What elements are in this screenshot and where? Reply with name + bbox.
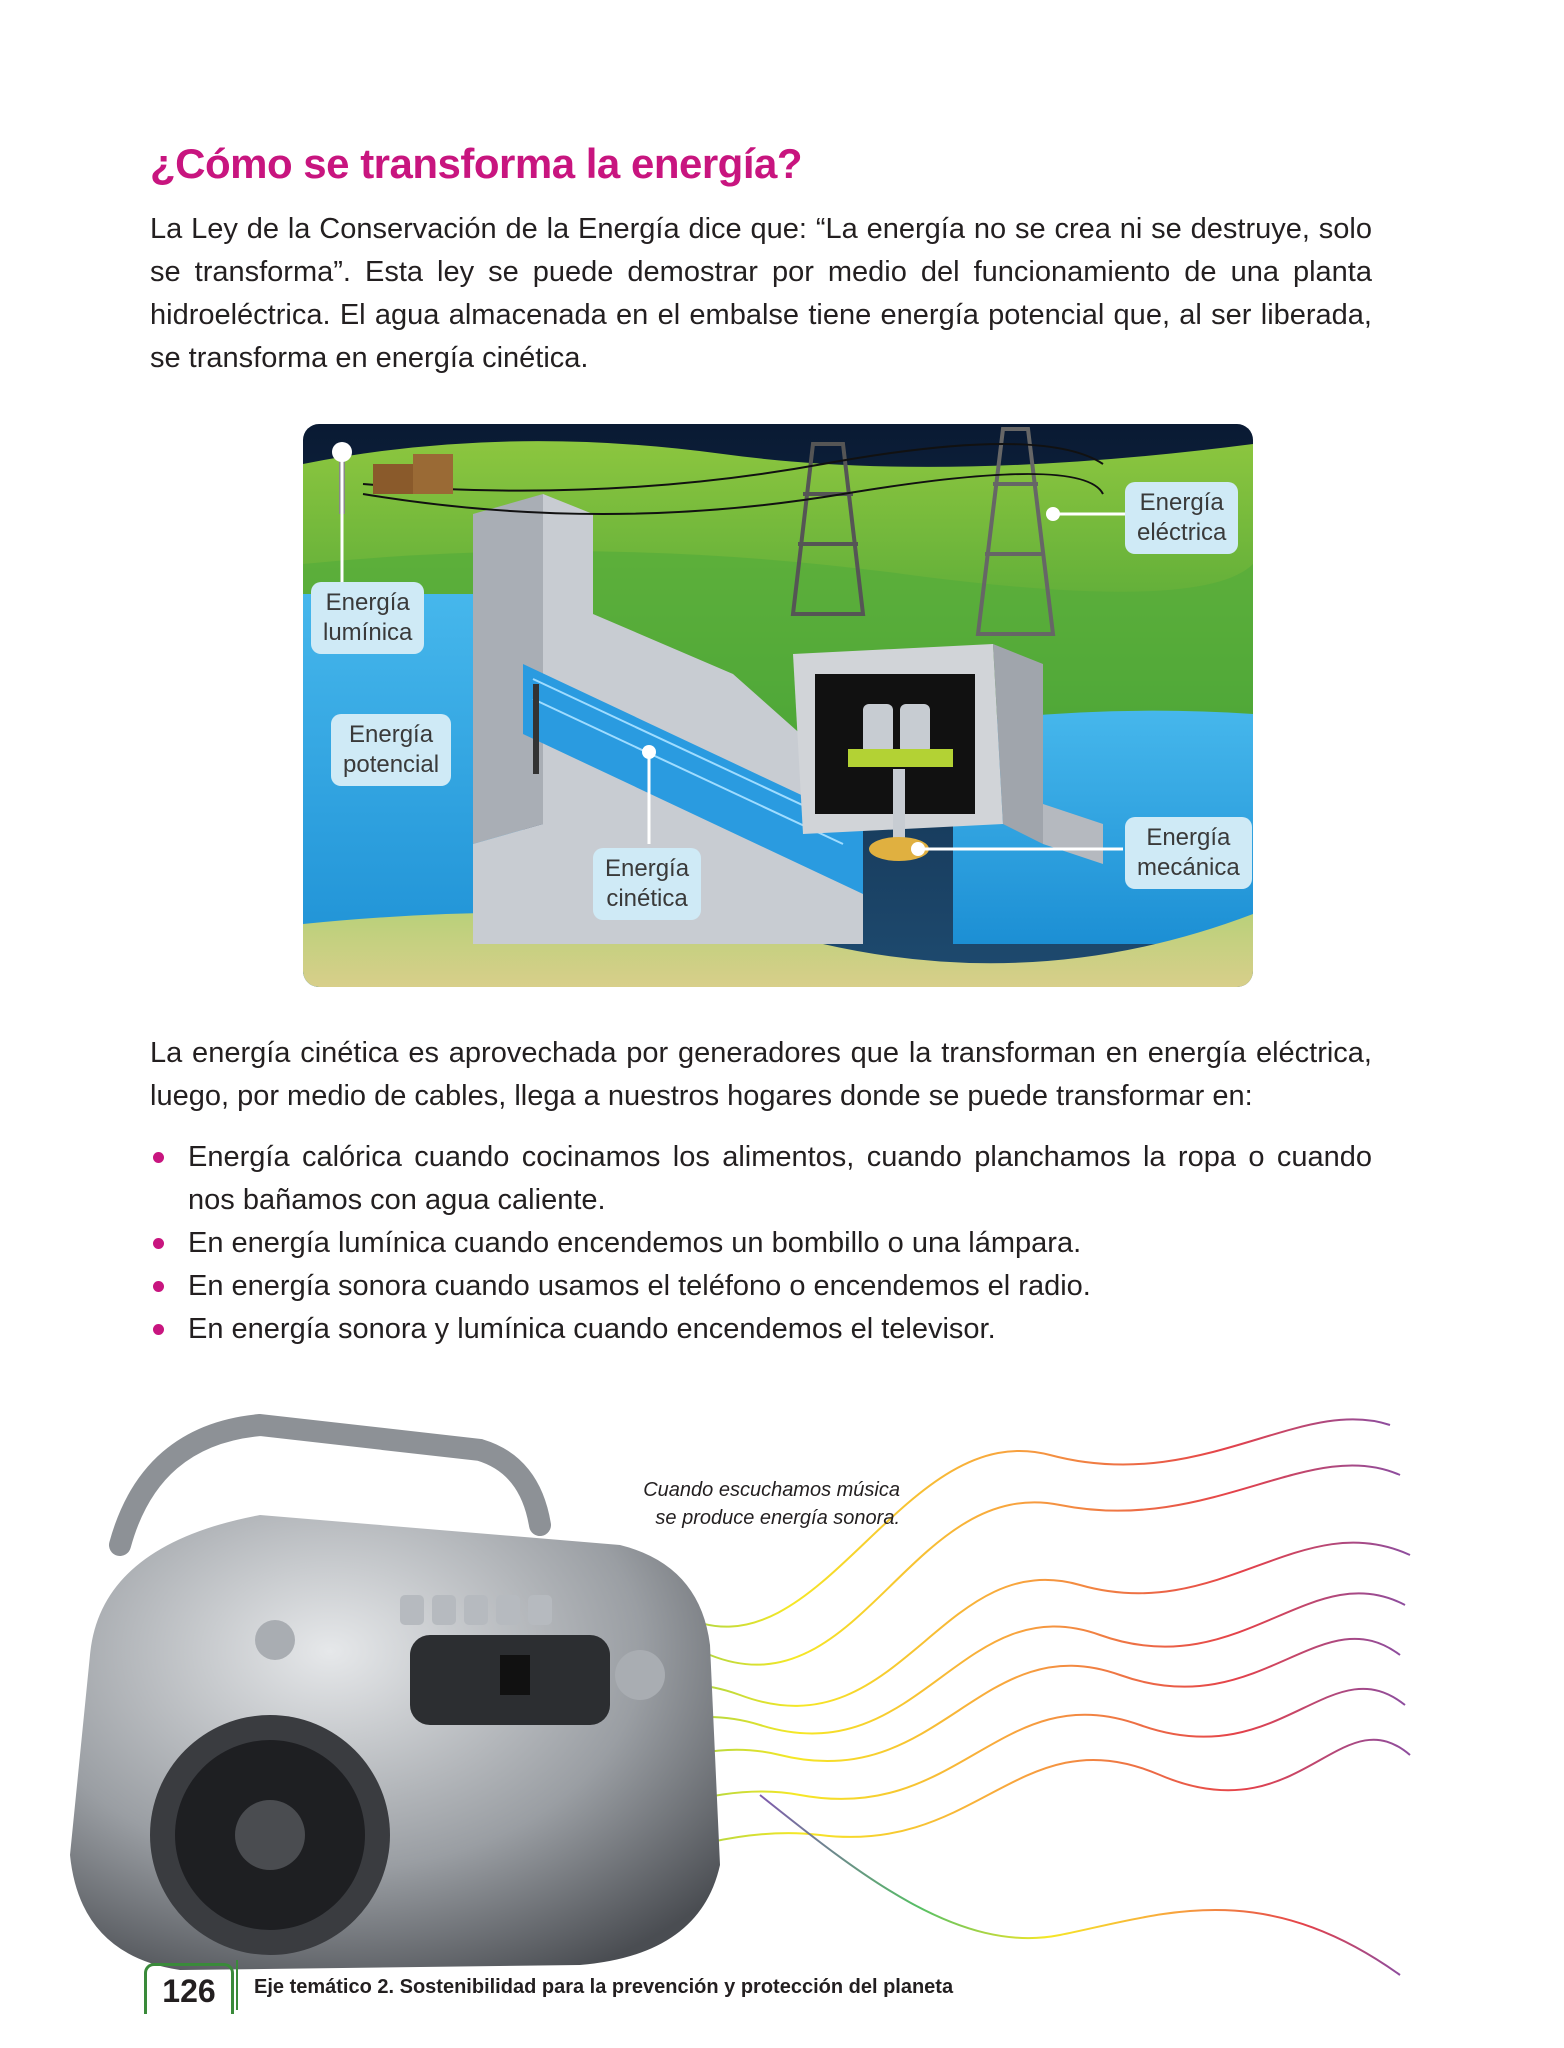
list-item: En energía lumínica cuando encendemos un bombillo o una lámpara.	[150, 1222, 1372, 1265]
footer-divider	[236, 1960, 238, 2010]
hydroelectric-illustration	[303, 424, 1253, 987]
list-item: Energía calórica cuando cocinamos los alimentos, cuando planchamos la ropa o cuando nos bañamos con agua caliente.	[150, 1136, 1372, 1222]
list-item: En energía sonora cuando usamos el teléfono o encendemos el radio.	[150, 1265, 1372, 1308]
image-caption: Cuando escuchamos música se produce energía sonora.	[643, 1479, 900, 1529]
footer-section-title: Eje temático 2. Sostenibilidad para la prevención y protección del planeta	[254, 1976, 954, 1998]
energy-uses-list	[150, 1136, 1372, 1351]
label-energia-mecanica: Energía mecánica	[1125, 817, 1252, 889]
label-energia-electrica: Energía eléctrica	[1125, 482, 1238, 554]
page-title: ¿Cómo se transforma la energía?	[150, 140, 803, 187]
hydroelectric-diagram	[303, 424, 1253, 987]
list-item: En energía sonora y lumínica cuando encendemos el televisor.	[150, 1308, 1372, 1351]
page-number: 126	[144, 1963, 234, 2014]
label-energia-luminica: Energía lumínica	[311, 582, 424, 654]
label-energia-potencial: Energía potencial	[331, 714, 451, 786]
second-paragraph: La energía cinética es aprovechada por generadores que la transforman en energía eléctrica, luego, por medio de cables, llega a nuestros hogares donde se puede transformar en:	[150, 1037, 1372, 1112]
intro-paragraph: La Ley de la Conservación de la Energía dice que: “La energía no se crea ni se destruye, solo se transforma”. Esta ley se puede demostrar por medio del funcionamiento de una planta hidroeléctrica. El agua almacenada en el embalse tiene energía potencial que, al ser liberada, se transforma en energía cinética.	[150, 213, 1372, 374]
label-energia-cinetica: Energía cinética	[593, 848, 701, 920]
